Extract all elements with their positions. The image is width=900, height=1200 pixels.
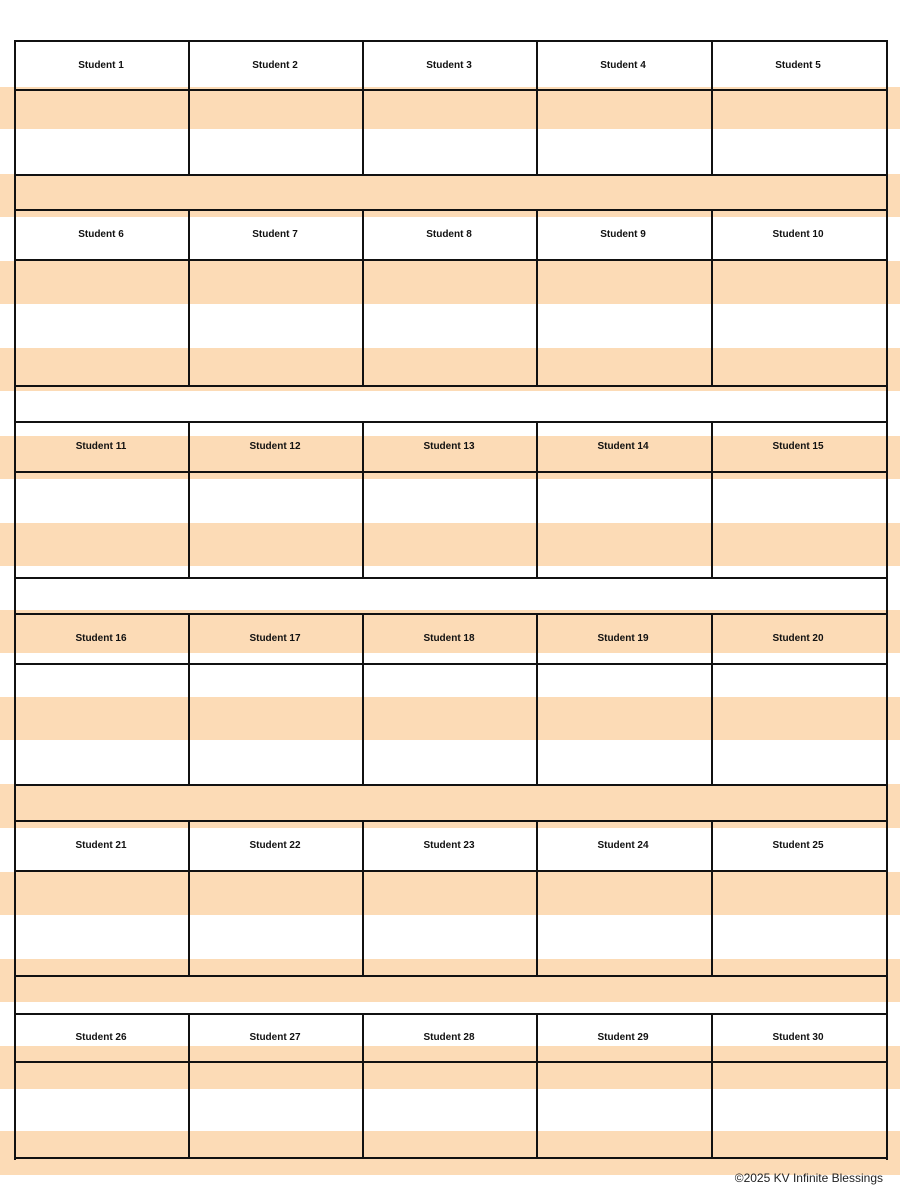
student-28-notes-cell[interactable]: [364, 1063, 536, 1157]
student-grid: [14, 40, 888, 1160]
grid-horizontal-line: [14, 174, 888, 176]
student-20-notes-cell[interactable]: [713, 665, 886, 784]
student-23-header: Student 23: [423, 840, 475, 851]
student-13-notes-cell[interactable]: [364, 473, 536, 577]
student-10-header: Student 10: [772, 229, 824, 240]
student-22-notes-cell[interactable]: [190, 872, 362, 975]
student-16-notes-cell[interactable]: [16, 665, 188, 784]
student-3-notes-cell[interactable]: [364, 91, 536, 174]
student-21-header: Student 21: [75, 840, 127, 851]
student-30-notes-cell[interactable]: [713, 1063, 886, 1157]
student-6-header: Student 6: [78, 229, 124, 240]
student-8-notes-cell[interactable]: [364, 261, 536, 385]
student-23-notes-cell[interactable]: [364, 872, 536, 975]
grid-horizontal-line: [14, 613, 888, 615]
student-12-header: Student 12: [249, 441, 301, 452]
student-21-notes-cell[interactable]: [16, 872, 188, 975]
student-5-notes-cell[interactable]: [713, 91, 886, 174]
student-2-notes-cell[interactable]: [190, 91, 362, 174]
student-29-header: Student 29: [597, 1032, 649, 1043]
grid-horizontal-line: [14, 421, 888, 423]
student-11-notes-cell[interactable]: [16, 473, 188, 577]
student-4-notes-cell[interactable]: [538, 91, 711, 174]
grid-horizontal-line: [14, 385, 888, 387]
student-24-header: Student 24: [597, 840, 649, 851]
student-9-header: Student 9: [600, 229, 646, 240]
student-16-header: Student 16: [75, 633, 127, 644]
student-15-header: Student 15: [772, 441, 824, 452]
student-7-notes-cell[interactable]: [190, 261, 362, 385]
student-4-header: Student 4: [600, 60, 646, 71]
student-27-notes-cell[interactable]: [190, 1063, 362, 1157]
grid-horizontal-line: [14, 40, 888, 42]
student-17-notes-cell[interactable]: [190, 665, 362, 784]
grid-vertical-line: [14, 40, 16, 1160]
student-14-header: Student 14: [597, 441, 649, 452]
student-25-header: Student 25: [772, 840, 824, 851]
student-20-header: Student 20: [772, 633, 824, 644]
student-2-header: Student 2: [252, 60, 298, 71]
student-30-header: Student 30: [772, 1032, 824, 1043]
grid-horizontal-line: [14, 820, 888, 822]
student-15-notes-cell[interactable]: [713, 473, 886, 577]
grid-horizontal-line: [14, 1013, 888, 1015]
student-22-header: Student 22: [249, 840, 301, 851]
student-24-notes-cell[interactable]: [538, 872, 711, 975]
student-25-notes-cell[interactable]: [713, 872, 886, 975]
student-26-header: Student 26: [75, 1032, 127, 1043]
grid-horizontal-line: [14, 1157, 888, 1159]
student-14-notes-cell[interactable]: [538, 473, 711, 577]
student-19-header: Student 19: [597, 633, 649, 644]
student-29-notes-cell[interactable]: [538, 1063, 711, 1157]
student-28-header: Student 28: [423, 1032, 475, 1043]
student-19-notes-cell[interactable]: [538, 665, 711, 784]
student-18-notes-cell[interactable]: [364, 665, 536, 784]
student-11-header: Student 11: [75, 441, 127, 452]
student-1-header: Student 1: [78, 60, 124, 71]
student-8-header: Student 8: [426, 229, 472, 240]
grid-horizontal-line: [14, 784, 888, 786]
student-12-notes-cell[interactable]: [190, 473, 362, 577]
student-3-header: Student 3: [426, 60, 472, 71]
student-18-header: Student 18: [423, 633, 475, 644]
grid-horizontal-line: [14, 577, 888, 579]
student-17-header: Student 17: [249, 633, 301, 644]
student-27-header: Student 27: [249, 1032, 301, 1043]
grid-horizontal-line: [14, 975, 888, 977]
student-9-notes-cell[interactable]: [538, 261, 711, 385]
grid-horizontal-line: [14, 209, 888, 211]
copyright-text: ©2025 KV Infinite Blessings: [734, 1171, 883, 1185]
student-10-notes-cell[interactable]: [713, 261, 886, 385]
grid-vertical-line: [886, 40, 888, 1160]
student-5-header: Student 5: [775, 60, 821, 71]
student-13-header: Student 13: [423, 441, 475, 452]
student-1-notes-cell[interactable]: [16, 91, 188, 174]
student-6-notes-cell[interactable]: [16, 261, 188, 385]
student-26-notes-cell[interactable]: [16, 1063, 188, 1157]
student-7-header: Student 7: [252, 229, 298, 240]
